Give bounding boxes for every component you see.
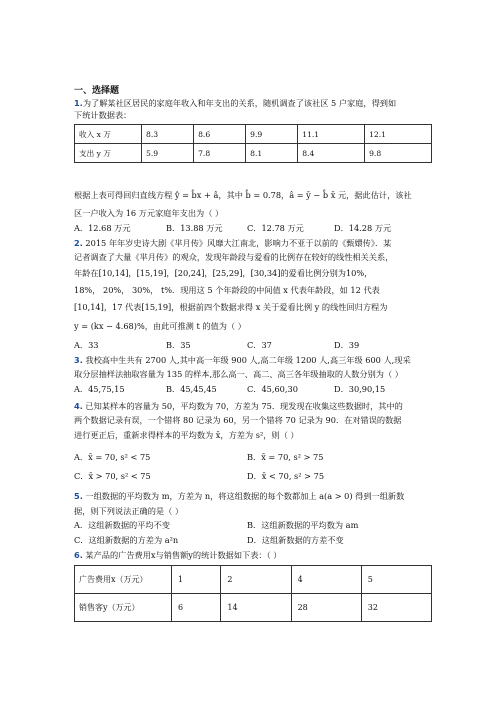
q1-text-2: 下统计数据表：	[74, 110, 132, 120]
q3-option-a[interactable]: A．45,75,15	[74, 384, 125, 394]
q1-number: 1.	[74, 98, 83, 108]
q2-text-6: y = (kx − 4.68)%，由此可推测 t 的值为（ ）	[74, 321, 246, 331]
q1-option-a[interactable]: A．12.68 万元	[74, 223, 131, 233]
table-cell: 6	[172, 594, 221, 622]
q4-number: 4.	[74, 401, 83, 411]
q1-option-b[interactable]: B．13.88 万元	[166, 223, 223, 233]
table-cell: 14	[221, 594, 291, 622]
table-cell: 1	[172, 566, 221, 594]
q2-text-5: [10,14]，17 代表[15,19]，根据前四个数据求得 x 关于爱看比例 y 的线性回归方程为	[74, 302, 388, 312]
q2-option-c[interactable]: C．37	[247, 340, 272, 350]
q2-line-1	[74, 238, 391, 249]
table-cell: 4	[291, 566, 361, 594]
q4-option-c[interactable]: C．x̄ > 70, s² < 75	[74, 471, 151, 481]
table-cell: 5	[361, 566, 431, 594]
q4-text-1: 已知某样本的容量为 50，平均数为 70，方差为 75．现发现在收集这些数据时，其中的	[85, 401, 403, 411]
q3-option-d[interactable]: D．30,90,15	[334, 384, 386, 394]
table-cell: 8.6	[194, 125, 246, 144]
q2-option-d[interactable]: D．39	[334, 340, 360, 350]
table-cell: 8.4	[298, 144, 365, 163]
q4-option-a[interactable]: A．x̄ = 70, s² < 75	[74, 452, 151, 462]
q4-option-b[interactable]: B．x̄ = 70, s² > 75	[247, 452, 324, 462]
q4-line-1	[74, 401, 403, 412]
q5-option-a[interactable]: A．这组新数据的平均不变	[74, 520, 170, 530]
q5-text-1: 一组数据的平均数为 m，方差为 n，将这组数据的每个数都加上 a(a > 0) 得到一组新数	[85, 491, 405, 501]
q2-text-4: 18%， 20%， 30%， t%．现用这 5 个年龄段的中间值 x 代表年龄段，如 12 代表	[74, 285, 380, 295]
q3-line-1	[74, 355, 411, 366]
q1-table	[74, 124, 432, 163]
table-row	[75, 594, 432, 622]
q2-number: 2.	[74, 238, 83, 248]
table-row	[75, 125, 432, 144]
q2-option-a[interactable]: A．33	[74, 340, 99, 350]
q3-option-c[interactable]: C．45,60,30	[247, 384, 298, 394]
q1-text-1: 为了解某社区居民的家庭年收入和年支出的关系，随机调查了该社区 5 户家庭，得到如	[82, 98, 397, 108]
q4-option-d[interactable]: D．x̄ < 70, s² > 75	[247, 471, 325, 481]
q2-text-1: 2015 年年岁史诗大剧《芈月传》风靡大江南北，影响力不亚于以前的《甄嬛传》．某	[85, 238, 392, 248]
q1-text-3: 根据上表可得回归直线方程 ŷ = b̂x + â，其中 b̂ = 0.78，â = ȳ − b̂ x̄ 元，据此估计，该社	[74, 190, 412, 200]
q5-line-1	[74, 491, 404, 502]
table-cell: 2	[221, 566, 291, 594]
q1-text-4: 区一户收入为 16 万元家庭年支出为（ ）	[74, 208, 224, 218]
q5-option-c[interactable]: C．这组新数据的方差为 a²n	[74, 535, 179, 545]
table-cell: 9.8	[365, 144, 432, 163]
q4-text-2: 两个数据记录有误，一个错将 80 记录为 60，另一个错将 70 记录为 90．在对错误的数据	[74, 415, 402, 425]
table-header-cell: 收入 x 万	[75, 125, 142, 144]
q6-line-1	[74, 550, 281, 561]
table-cell: 9.9	[246, 125, 298, 144]
q3-text-2: 取分层抽样法抽取容量为 135 的样本,那么高一、高二、高三各年级抽取的人数分别为（ ）	[74, 369, 403, 379]
table-cell: 11.1	[298, 125, 365, 144]
q6-number: 6.	[74, 550, 83, 560]
table-header-cell: 广告费用x（万元）	[75, 566, 172, 594]
q6-table	[74, 565, 432, 622]
q6-text: 某产品的广告费用x与销售额y的统计数据如下表：（ ）	[85, 550, 282, 560]
table-row	[75, 144, 432, 163]
q3-text-1: 我校高中生共有 2700 人,其中高一年级 900 人,高二年级 1200 人,高三年级 600 人,现采	[85, 355, 411, 365]
q2-text-2: 记者调查了大量《芈月传》的观众，发现年龄段与爱看的比例存在较好的线性相关关系，	[74, 252, 394, 262]
q1-line-1	[74, 98, 396, 109]
q5-option-b[interactable]: B．这组新数据的平均数为 am	[247, 520, 359, 530]
q1-option-d[interactable]: D．14.28 万元	[334, 223, 392, 233]
table-cell: 8.1	[246, 144, 298, 163]
table-header-cell: 销售客y（万元）	[75, 594, 172, 622]
q3-number: 3.	[74, 355, 83, 365]
q5-option-d[interactable]: D．这组新数据的方差不变	[247, 535, 344, 545]
q2-text-3: 年龄在[10,14]，[15,19]，[20,24]，[25,29]，[30,34]的爱看比例分别为10%，	[74, 268, 373, 278]
q5-text-2: 据，则下列说法正确的是（ ）	[74, 506, 184, 516]
q4-text-3: 进行更正后，重新求得样本的平均数为 x̄，方差为 s²，则（ ）	[74, 430, 299, 440]
table-row	[75, 566, 432, 594]
table-cell: 8.3	[142, 125, 194, 144]
section-title: 一、选择题	[74, 86, 120, 96]
table-cell: 5.9	[142, 144, 194, 163]
q3-option-b[interactable]: B．45,45,45	[166, 384, 217, 394]
table-cell: 32	[361, 594, 431, 622]
table-cell: 12.1	[365, 125, 432, 144]
q2-option-b[interactable]: B．35	[166, 340, 191, 350]
table-header-cell: 支出 y 万	[75, 144, 142, 163]
q1-option-c[interactable]: C．12.78 万元	[247, 223, 304, 233]
q5-number: 5.	[74, 491, 83, 501]
table-cell: 28	[291, 594, 361, 622]
table-cell: 7.8	[194, 144, 246, 163]
